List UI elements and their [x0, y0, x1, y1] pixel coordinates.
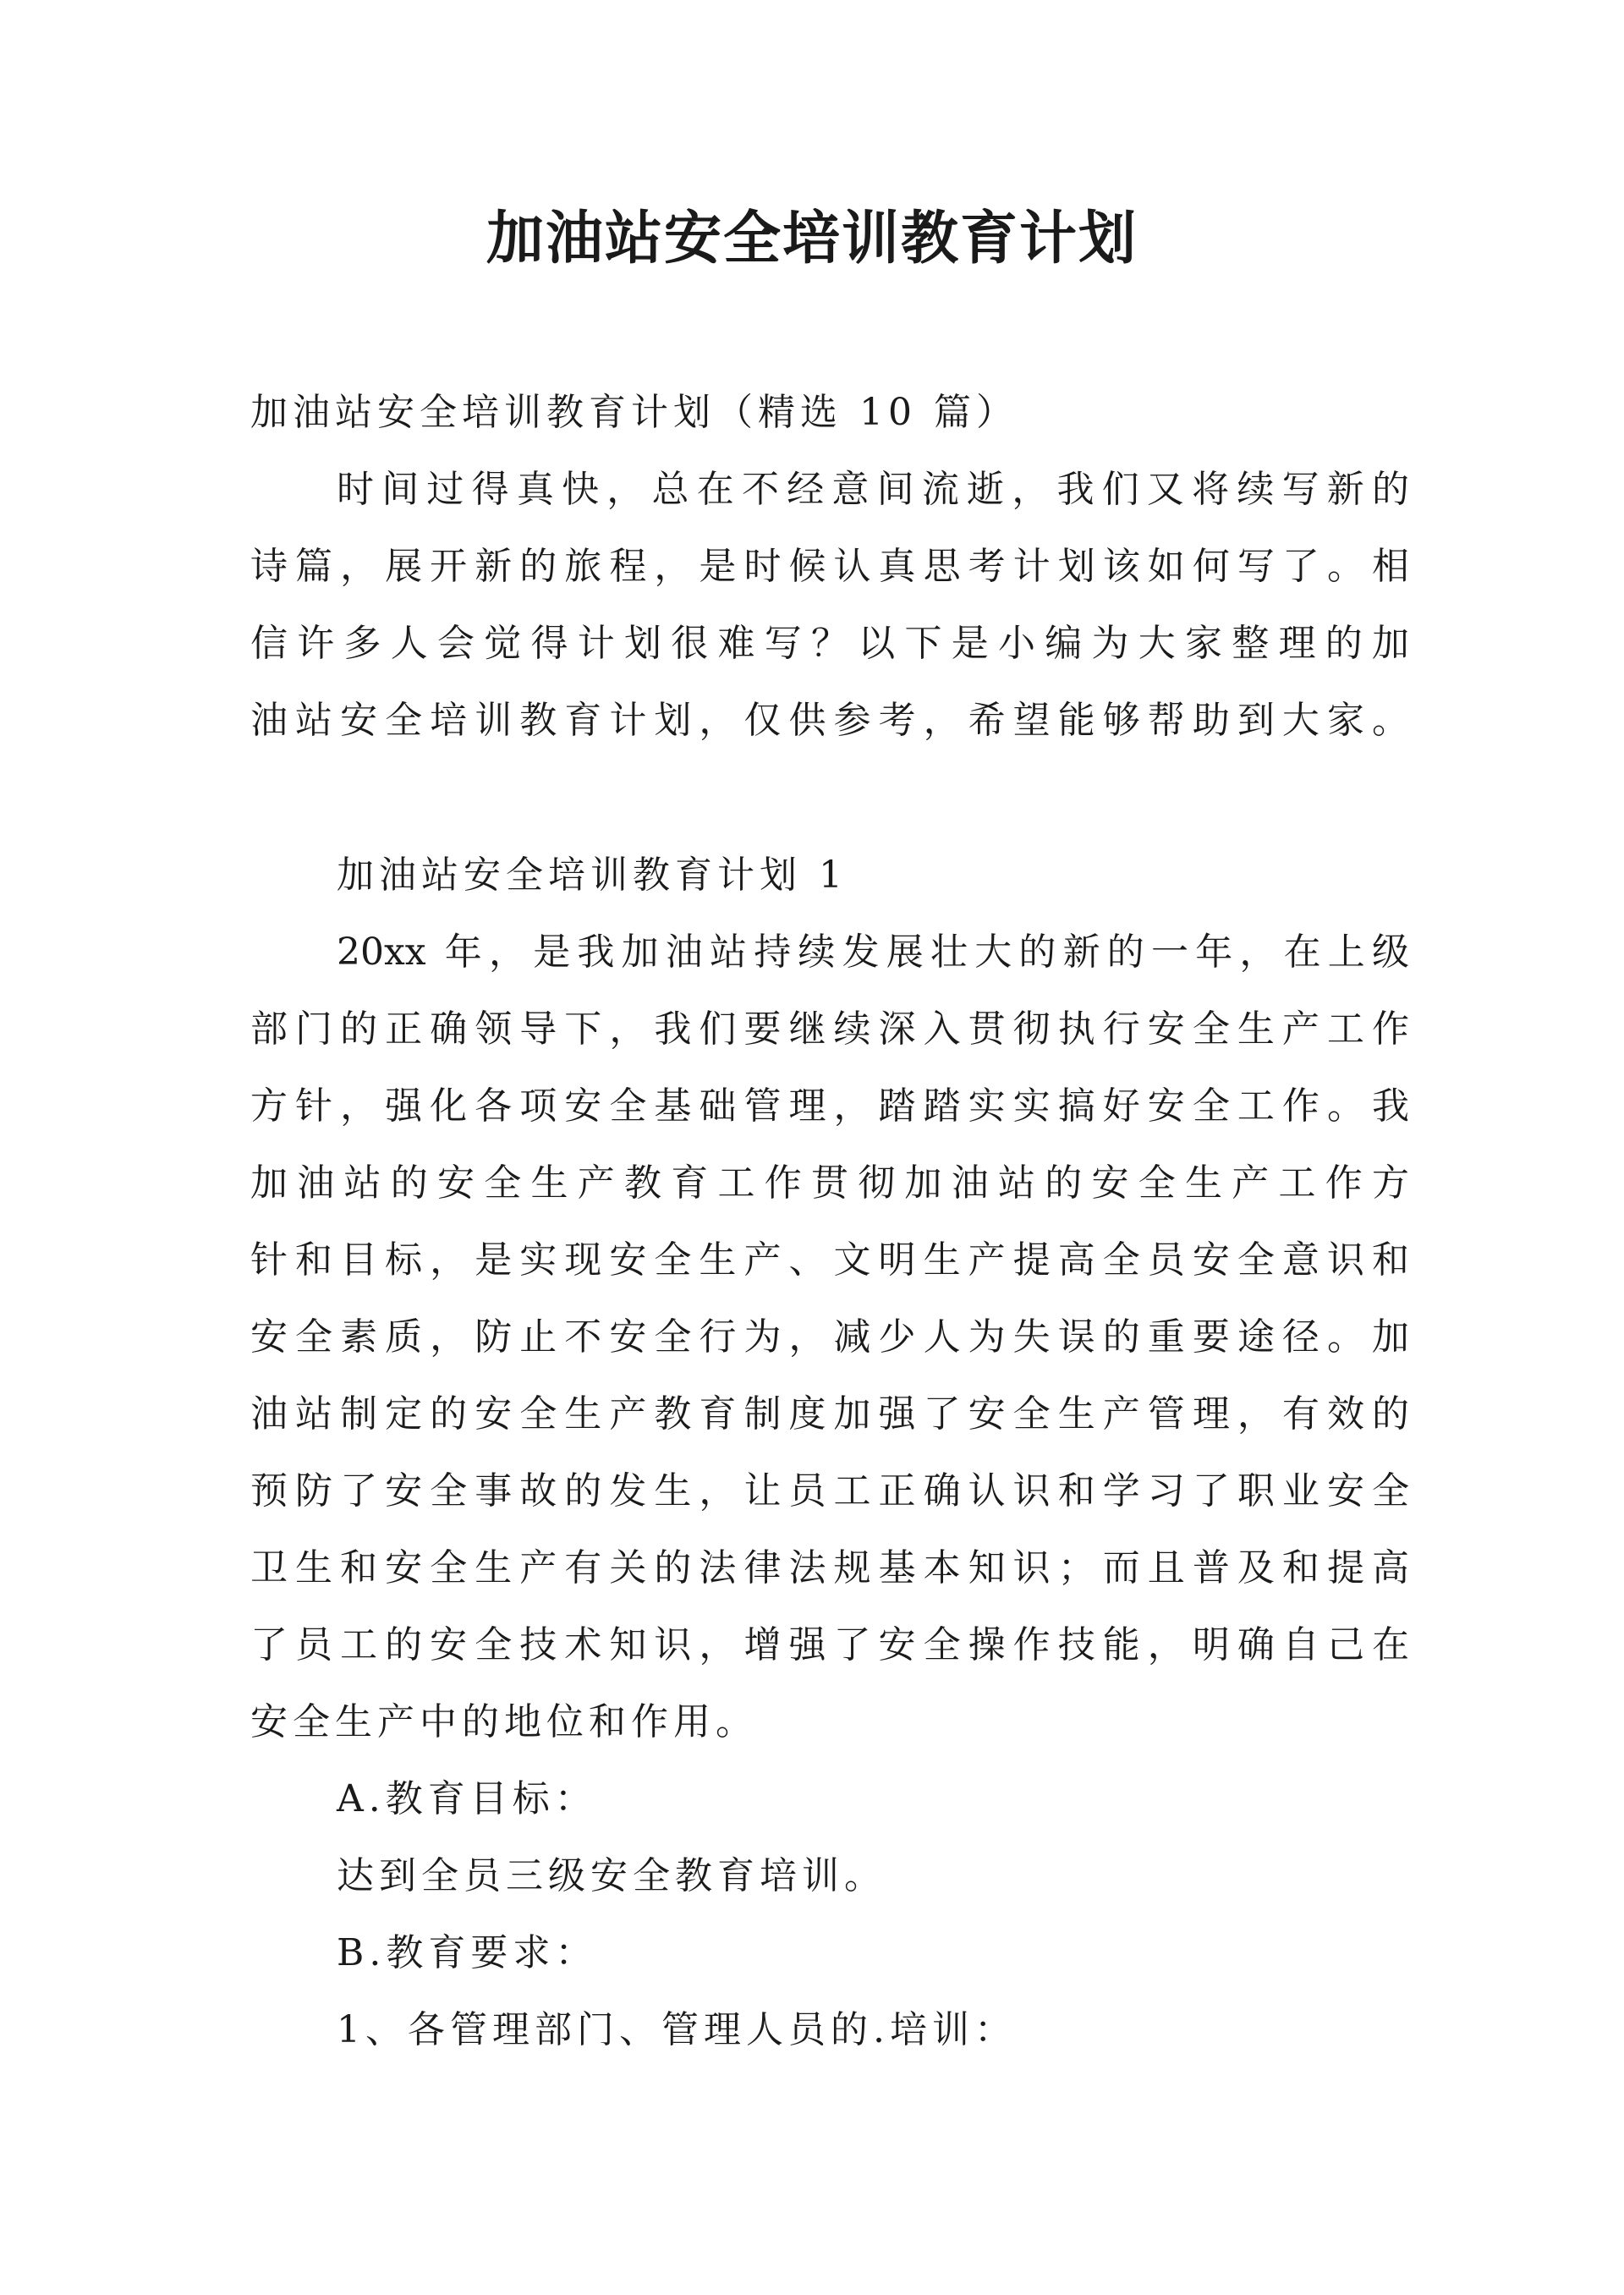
body-line: 方针，强化各项安全基础管理，踏踏实实搞好安全工作。我	[250, 1084, 1409, 1128]
body-line: 加油站的安全生产教育工作贯彻加油站的安全生产工作方	[250, 1161, 1409, 1205]
document-subtitle: 加油站安全培训教育计划（精选 10 篇）	[250, 391, 1018, 434]
body-line: 预防了安全事故的发生，让员工正确认识和学习了职业安全	[250, 1469, 1409, 1513]
body-line: 部门的正确领导下，我们要继续深入贯彻执行安全生产工作	[250, 1007, 1409, 1051]
body-line: 20xx 年，是我加油站持续发展壮大的新的一年，在上级	[337, 931, 1409, 974]
body-line: 安全生产中的地位和作用。	[250, 1700, 758, 1743]
intro-line: 信许多人会觉得计划很难写？以下是小编为大家整理的加	[250, 622, 1409, 665]
section-heading: 加油站安全培训教育计划 1	[337, 854, 848, 897]
intro-line: 时间过得真快，总在不经意间流逝，我们又将续写新的	[337, 468, 1409, 511]
paragraph-gap	[250, 759, 1409, 837]
body-line: 安全素质，防止不安全行为，减少人为失误的重要途径。加	[250, 1315, 1409, 1359]
item-a-heading: A.教育目标：	[337, 1777, 597, 1820]
document-title: 加油站安全培训教育计划	[486, 205, 1138, 272]
body-line: 了员工的安全技术知识，增强了安全操作技能，明确自己在	[250, 1623, 1409, 1666]
item-1-text: 1、各管理部门、管理人员的.培训：	[337, 2008, 1017, 2051]
item-a-text: 达到全员三级安全教育培训。	[337, 1854, 886, 1897]
body-line: 卫生和安全生产有关的法律法规基本知识；而且普及和提高	[250, 1546, 1409, 1589]
intro-line: 油站安全培训教育计划，仅供参考，希望能够帮助到大家。	[250, 699, 1409, 742]
intro-line: 诗篇，展开新的旅程，是时候认真思考计划该如何写了。相	[250, 545, 1409, 588]
body-line: 针和目标，是实现安全生产、文明生产提高全员安全意识和	[250, 1238, 1409, 1282]
item-b-heading: B.教育要求：	[337, 1931, 598, 1974]
document-body	[250, 374, 1409, 2068]
body-line: 油站制定的安全生产教育制度加强了安全生产管理，有效的	[250, 1392, 1409, 1436]
